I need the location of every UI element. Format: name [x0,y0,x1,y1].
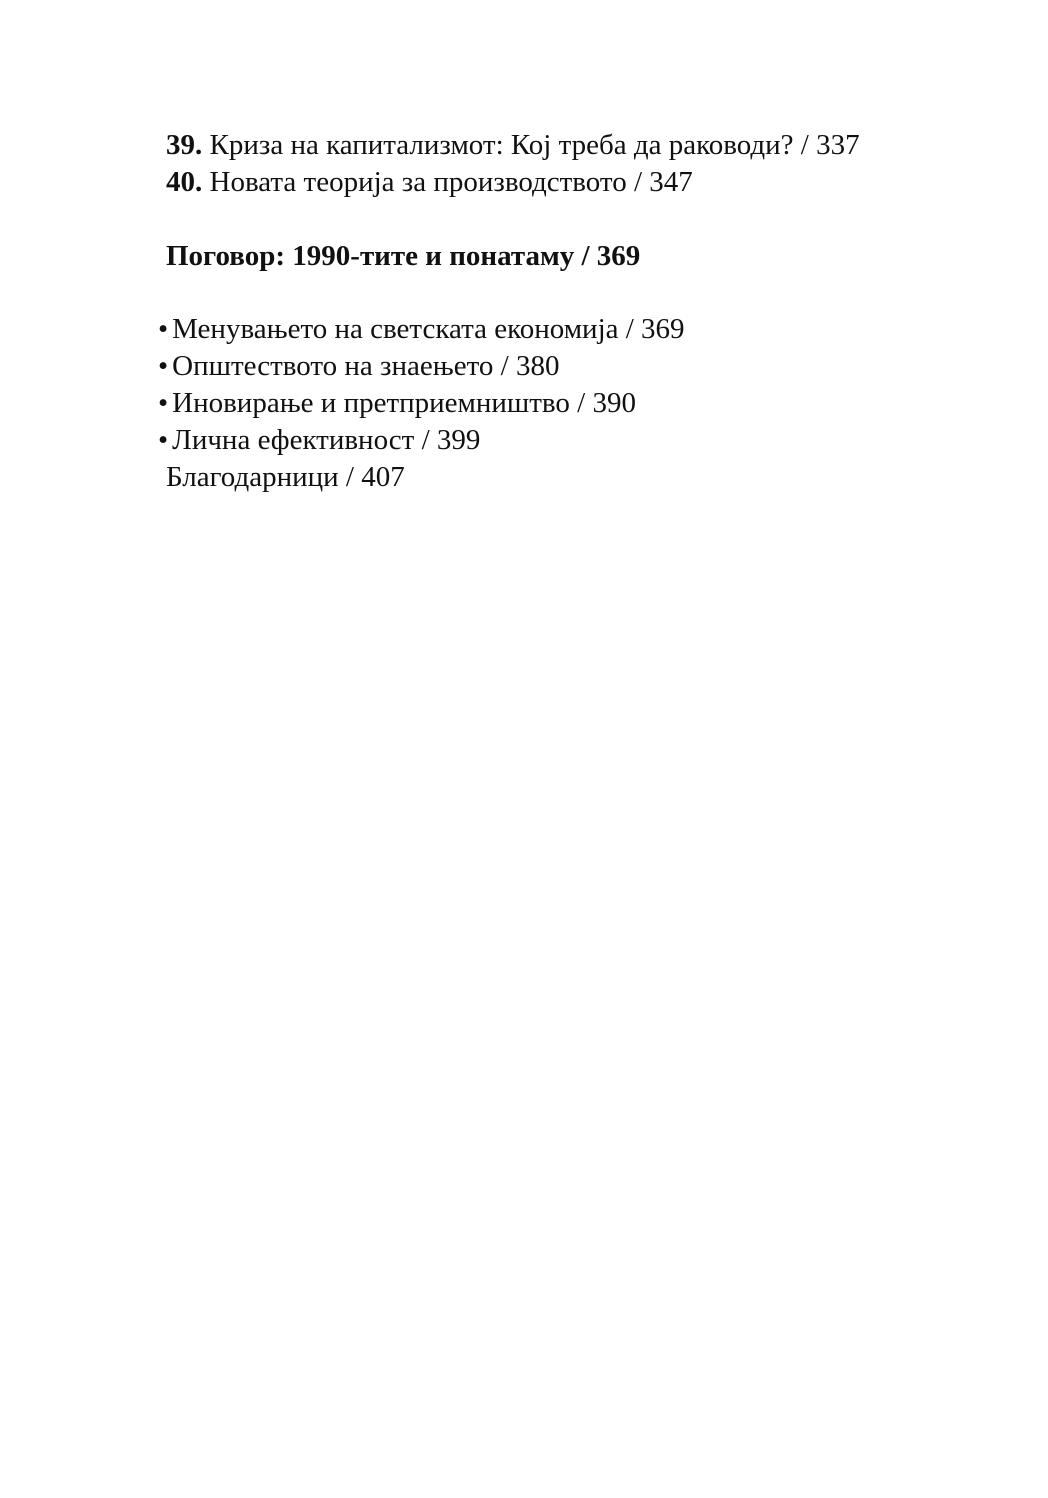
toc-chapter-40[interactable] [166,164,693,201]
bullet-text: Иновирање и претприемништво / 390 [172,387,636,419]
chapter-title: Новата теорија за производството / 347 [209,166,693,198]
toc-bullet-item[interactable] [158,422,480,459]
bullet-icon: • [158,424,169,456]
bullet-text: Општеството на знаењето / 380 [172,350,560,382]
toc-chapter-39[interactable] [166,127,860,164]
bullet-icon: • [158,313,169,345]
bullet-text: Менувањето на светската економија / 369 [172,313,685,345]
chapter-number: 39. [166,129,203,161]
chapter-number: 40. [166,166,203,198]
bullet-icon: • [158,387,169,419]
bullet-icon: • [158,350,169,382]
toc-bullet-item[interactable] [158,385,636,422]
toc-afterword[interactable]: Поговор: 1990-тите и понатаму / 369 [166,240,641,272]
toc-bullet-item[interactable] [158,348,559,385]
bullet-text: Лична ефективност / 399 [172,424,481,456]
toc-bullet-item[interactable] [158,311,685,348]
chapter-title: Криза на капитализмот: Кој треба да раководи? / 337 [209,129,860,161]
toc-acknowledgements[interactable]: Благодарници / 407 [166,461,405,493]
